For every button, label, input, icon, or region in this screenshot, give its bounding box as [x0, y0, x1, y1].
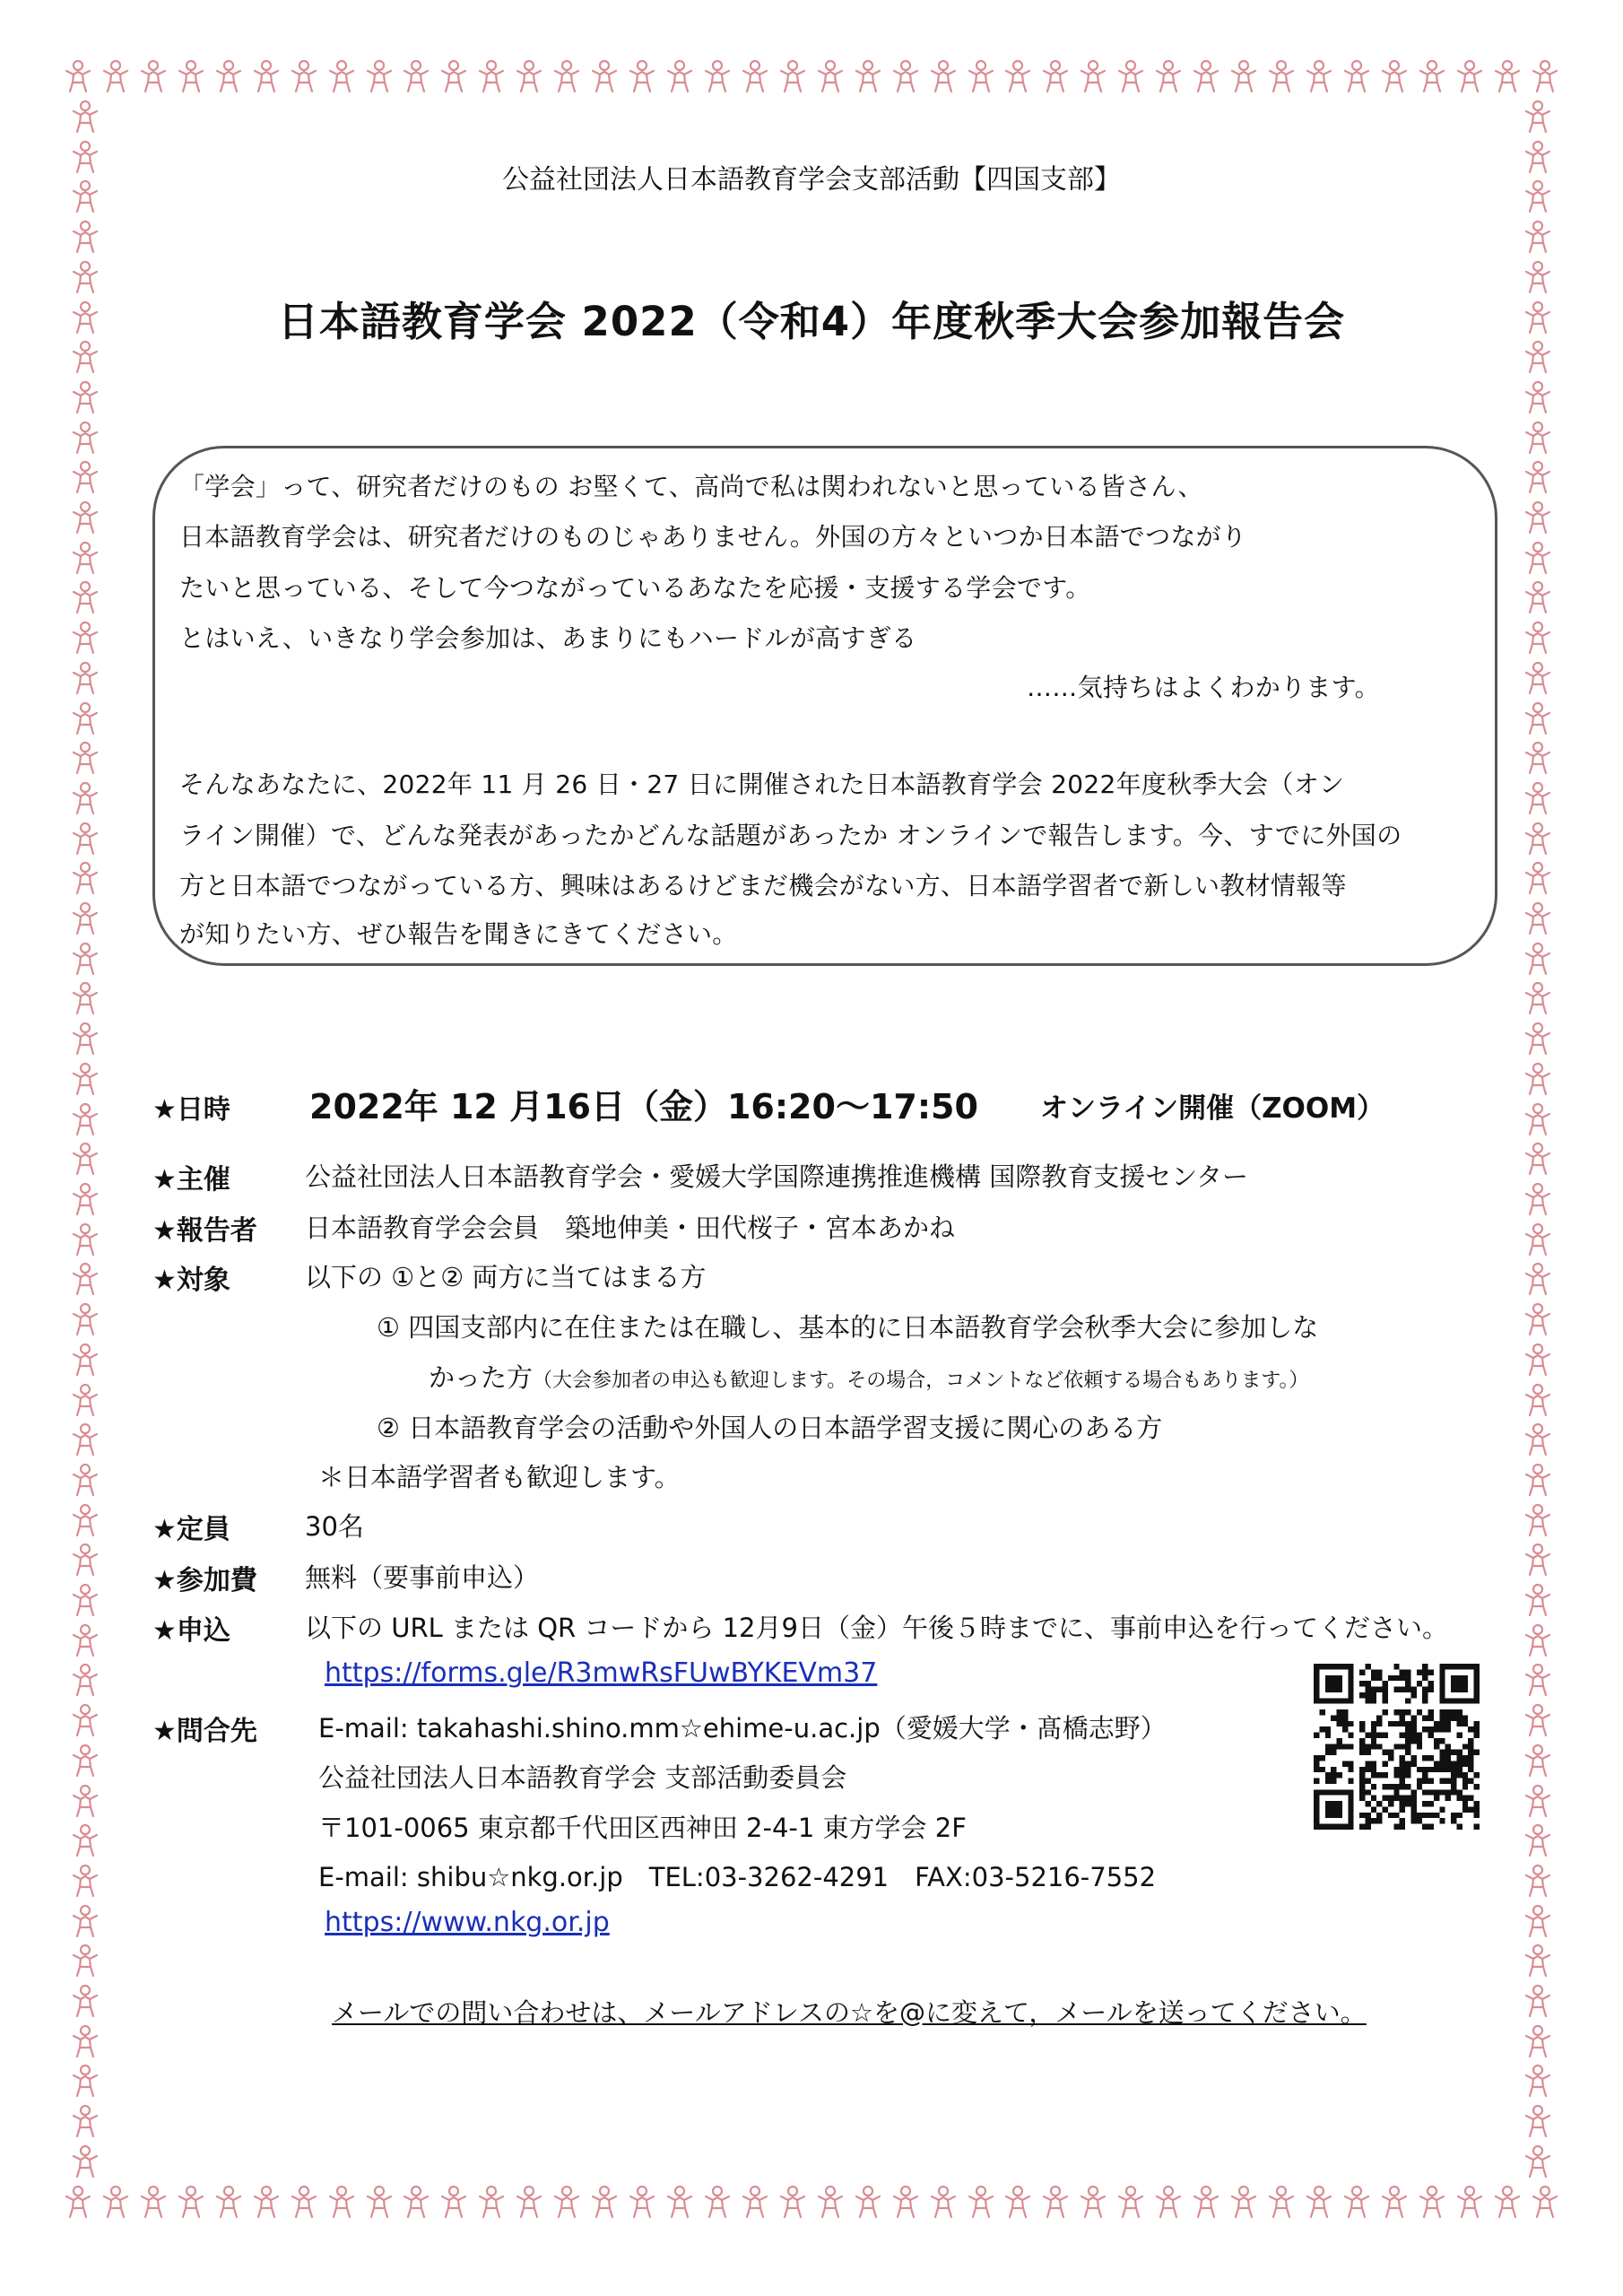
- person-motif-icon: [70, 860, 100, 896]
- person-motif-icon: [70, 459, 100, 495]
- person-motif-icon: [70, 740, 100, 776]
- person-motif-icon: [100, 2184, 131, 2220]
- person-motif-icon: [1523, 1863, 1553, 1899]
- person-motif-icon: [928, 2184, 959, 2220]
- person-motif-icon: [70, 980, 100, 1016]
- person-motif-icon: [1523, 1743, 1553, 1779]
- person-motif-icon: [401, 58, 431, 94]
- footer-note: メールでの問い合わせは、メールアドレスの☆を@に変えて，メールを送ってください。: [332, 1997, 1367, 2028]
- person-motif-icon: [70, 1542, 100, 1578]
- person-motif-icon: [1523, 1582, 1553, 1618]
- person-motif-icon: [1002, 2184, 1033, 2220]
- person-motif-icon: [70, 1181, 100, 1217]
- person-motif-icon: [1523, 1422, 1553, 1457]
- person-motif-icon: [1523, 579, 1553, 615]
- person-motif-icon: [70, 500, 100, 535]
- person-motif-icon: [364, 58, 395, 94]
- person-motif-icon: [966, 2184, 996, 2220]
- person-motif-icon: [70, 219, 100, 255]
- person-motif-icon: [70, 1582, 100, 1618]
- host-label: ★主催: [152, 1164, 230, 1196]
- person-motif-icon: [213, 58, 244, 94]
- person-motif-icon: [401, 2184, 431, 2220]
- person-motif-icon: [1523, 1261, 1553, 1297]
- person-motif-icon: [364, 2184, 395, 2220]
- reporters-label: ★報告者: [152, 1215, 257, 1247]
- target-item-1-line2: かった方: [429, 1362, 534, 1393]
- person-motif-icon: [589, 2184, 620, 2220]
- person-motif-icon: [1523, 1061, 1553, 1097]
- person-motif-icon: [1191, 58, 1221, 94]
- person-motif-icon: [70, 700, 100, 736]
- person-motif-icon: [1523, 900, 1553, 936]
- person-motif-icon: [1523, 459, 1553, 495]
- person-motif-icon: [176, 58, 206, 94]
- person-motif-icon: [853, 2184, 883, 2220]
- contact-email-1: E-mail: takahashi.shino.mm☆ehime-u.ac.jp（愛媛大学・髙橋志野）: [318, 1713, 1167, 1744]
- person-motif-icon: [70, 1983, 100, 2019]
- person-motif-icon: [70, 1462, 100, 1498]
- person-motif-icon: [1417, 2184, 1447, 2220]
- person-motif-icon: [70, 1301, 100, 1337]
- person-motif-icon: [70, 1822, 100, 1858]
- target-item-2: ② 日本語教育学会の活動や外国人の日本語学習支援に関心のある方: [377, 1413, 1163, 1443]
- person-motif-icon: [1523, 1622, 1553, 1658]
- intro-line: ライン開催）で、どんな発表があったかどんな話題があったか オンラインで報告します。今、すでに外国の: [179, 821, 1402, 850]
- person-motif-icon: [740, 58, 770, 94]
- capacity-value: 30名: [305, 1511, 364, 1542]
- fee-value: 無料（要事前申込）: [305, 1562, 540, 1593]
- person-motif-icon: [1523, 1783, 1553, 1819]
- person-motif-icon: [514, 2184, 544, 2220]
- person-motif-icon: [1153, 2184, 1184, 2220]
- person-motif-icon: [70, 2144, 100, 2179]
- person-motif-icon: [70, 2023, 100, 2059]
- reporters-value: 日本語教育学会会員 築地伸美・田代桜子・宮本あかね: [305, 1213, 956, 1243]
- person-motif-icon: [251, 2184, 282, 2220]
- person-motif-icon: [1523, 1702, 1553, 1738]
- person-motif-icon: [70, 821, 100, 857]
- person-motif-icon: [100, 58, 131, 94]
- person-motif-icon: [1379, 58, 1410, 94]
- person-motif-icon: [1228, 2184, 1259, 2220]
- person-motif-icon: [1191, 2184, 1221, 2220]
- person-motif-icon: [1523, 1101, 1553, 1137]
- person-motif-icon: [1040, 58, 1071, 94]
- person-motif-icon: [1523, 860, 1553, 896]
- decorative-border-right: [1515, 99, 1560, 2179]
- person-motif-icon: [1523, 1021, 1553, 1057]
- person-motif-icon: [627, 2184, 657, 2220]
- person-motif-icon: [815, 58, 846, 94]
- person-motif-icon: [1523, 219, 1553, 255]
- host-value: 公益社団法人日本語教育学会・愛媛大学国際連携推進機構 国際教育支援センター: [305, 1161, 1249, 1192]
- person-motif-icon: [777, 58, 808, 94]
- person-motif-icon: [1523, 1822, 1553, 1858]
- intro-line: たいと思っている、そして今つながっているあなたを応援・支援する学会です。: [179, 573, 1091, 603]
- person-motif-icon: [1523, 1662, 1553, 1698]
- person-motif-icon: [1523, 980, 1553, 1016]
- organization-line: 公益社団法人日本語教育学会支部活動【四国支部】: [502, 164, 1121, 196]
- person-motif-icon: [70, 579, 100, 615]
- person-motif-icon: [70, 1222, 100, 1257]
- learner-welcome-note: ＊日本語学習者も歓迎します。: [318, 1462, 681, 1492]
- person-motif-icon: [1523, 540, 1553, 576]
- person-motif-icon: [70, 1743, 100, 1779]
- person-motif-icon: [1523, 2144, 1553, 2179]
- person-motif-icon: [1523, 1502, 1553, 1538]
- person-motif-icon: [740, 2184, 770, 2220]
- person-motif-icon: [966, 58, 996, 94]
- person-motif-icon: [1523, 700, 1553, 736]
- person-motif-icon: [70, 1903, 100, 1939]
- date-label: ★日時: [152, 1094, 230, 1126]
- person-motif-icon: [1523, 1181, 1553, 1217]
- person-motif-icon: [1523, 1542, 1553, 1578]
- person-motif-icon: [1530, 58, 1560, 94]
- intro-line: が知りたい方、ぜひ報告を聞きにきてください。: [179, 919, 738, 949]
- qr-code[interactable]: [1314, 1664, 1480, 1830]
- person-motif-icon: [70, 1261, 100, 1297]
- person-motif-icon: [70, 1021, 100, 1057]
- decorative-border-top: [63, 54, 1560, 99]
- person-motif-icon: [1523, 1903, 1553, 1939]
- person-motif-icon: [1523, 941, 1553, 977]
- person-motif-icon: [627, 58, 657, 94]
- target-intro: 以下の ①と② 両方に当てはまる方: [305, 1262, 707, 1292]
- person-motif-icon: [289, 58, 319, 94]
- person-motif-icon: [138, 58, 169, 94]
- person-motif-icon: [551, 2184, 582, 2220]
- target-item-1-note: （大会参加者の申込も歓迎します。その場合，コメントなど依頼する場合もあります。）: [533, 1370, 1309, 1392]
- person-motif-icon: [1530, 2184, 1560, 2220]
- target-label: ★対象: [152, 1265, 230, 1296]
- person-motif-icon: [1523, 620, 1553, 656]
- date-value: 2022年 12 月16日（金）16:20～17:50: [309, 1087, 978, 1126]
- person-motif-icon: [1523, 1141, 1553, 1177]
- person-motif-icon: [70, 620, 100, 656]
- apply-label: ★申込: [152, 1615, 230, 1647]
- person-motif-icon: [1304, 2184, 1334, 2220]
- person-motif-icon: [664, 58, 695, 94]
- person-motif-icon: [70, 780, 100, 816]
- person-motif-icon: [702, 2184, 733, 2220]
- person-motif-icon: [70, 900, 100, 936]
- person-motif-icon: [1341, 2184, 1372, 2220]
- person-motif-icon: [1379, 2184, 1410, 2220]
- website-link[interactable]: https://www.nkg.or.jp: [325, 1907, 610, 1938]
- person-motif-icon: [70, 379, 100, 415]
- person-motif-icon: [326, 58, 357, 94]
- contact-label: ★問合先: [152, 1716, 257, 1747]
- person-motif-icon: [70, 1141, 100, 1177]
- person-motif-icon: [70, 1422, 100, 1457]
- person-motif-icon: [1523, 1342, 1553, 1378]
- person-motif-icon: [815, 2184, 846, 2220]
- person-motif-icon: [70, 2063, 100, 2099]
- person-motif-icon: [1078, 58, 1108, 94]
- person-motif-icon: [70, 660, 100, 696]
- event-mode: オンライン開催（ZOOM）: [1040, 1092, 1385, 1125]
- person-motif-icon: [70, 2103, 100, 2139]
- person-motif-icon: [70, 1101, 100, 1137]
- person-motif-icon: [853, 58, 883, 94]
- person-motif-icon: [70, 1863, 100, 1899]
- person-motif-icon: [1523, 1983, 1553, 2019]
- person-motif-icon: [70, 1061, 100, 1097]
- contact-email-2: E-mail: shibu☆nkg.or.jp TEL:03-3262-4291 FAX:03-5216-7552: [318, 1862, 1157, 1892]
- person-motif-icon: [1115, 2184, 1146, 2220]
- intro-line: とはいえ、いきなり学会参加は、あまりにもハードルが高すぎる: [179, 623, 917, 653]
- person-motif-icon: [1304, 58, 1334, 94]
- person-motif-icon: [476, 58, 507, 94]
- decorative-border-bottom: [63, 2179, 1560, 2224]
- person-motif-icon: [664, 2184, 695, 2220]
- person-motif-icon: [70, 1783, 100, 1819]
- person-motif-icon: [1492, 58, 1523, 94]
- person-motif-icon: [1115, 58, 1146, 94]
- person-motif-icon: [70, 1702, 100, 1738]
- person-motif-icon: [1523, 1301, 1553, 1337]
- person-motif-icon: [1078, 2184, 1108, 2220]
- person-motif-icon: [1153, 58, 1184, 94]
- person-motif-icon: [1492, 2184, 1523, 2220]
- person-motif-icon: [1523, 420, 1553, 456]
- person-motif-icon: [1523, 780, 1553, 816]
- person-motif-icon: [1523, 821, 1553, 857]
- person-motif-icon: [890, 2184, 921, 2220]
- contact-address: 〒101-0065 東京都千代田区西神田 2-4-1 東方学会 2F: [318, 1813, 967, 1843]
- person-motif-icon: [1523, 1222, 1553, 1257]
- intro-line: そんなあなたに、2022年 11 月 26 日・27 日に開催された日本語教育学会 2022年度秋季大会（オン: [179, 770, 1345, 799]
- person-motif-icon: [1523, 99, 1553, 135]
- target-item-1-cont: [429, 1358, 1309, 1395]
- person-motif-icon: [438, 58, 469, 94]
- person-motif-icon: [551, 58, 582, 94]
- target-item-1: ① 四国支部内に在住または在職し、基本的に日本語教育学会秋季大会に参加しな: [377, 1312, 1319, 1343]
- fee-label: ★参加費: [152, 1565, 257, 1596]
- person-motif-icon: [70, 1622, 100, 1658]
- person-motif-icon: [1454, 58, 1485, 94]
- person-motif-icon: [1417, 58, 1447, 94]
- person-motif-icon: [289, 2184, 319, 2220]
- person-motif-icon: [1040, 2184, 1071, 2220]
- person-motif-icon: [1266, 2184, 1297, 2220]
- person-motif-icon: [1228, 58, 1259, 94]
- person-motif-icon: [70, 1342, 100, 1378]
- person-motif-icon: [213, 2184, 244, 2220]
- person-motif-icon: [176, 2184, 206, 2220]
- person-motif-icon: [70, 420, 100, 456]
- person-motif-icon: [1523, 1382, 1553, 1418]
- person-motif-icon: [1523, 500, 1553, 535]
- person-motif-icon: [70, 941, 100, 977]
- person-motif-icon: [777, 2184, 808, 2220]
- person-motif-icon: [514, 58, 544, 94]
- person-motif-icon: [63, 2184, 93, 2220]
- intro-line: ……気持ちはよくわかります。: [1027, 673, 1380, 702]
- apply-value: 以下の URL または QR コードから 12月9日（金）午後５時までに、事前申込を行ってください。: [305, 1613, 1448, 1643]
- person-motif-icon: [1523, 1462, 1553, 1498]
- capacity-label: ★定員: [152, 1514, 230, 1545]
- person-motif-icon: [70, 99, 100, 135]
- person-motif-icon: [1523, 379, 1553, 415]
- page-title: 日本語教育学会 2022（令和4）年度秋季大会参加報告会: [277, 298, 1346, 345]
- contact-org: 公益社団法人日本語教育学会 支部活動委員会: [318, 1762, 847, 1793]
- decorative-border-left: [63, 99, 108, 2179]
- intro-line: 「学会」って、研究者だけのもの お堅くて、高尚で私は関われないと思っている皆さん、: [179, 472, 1203, 501]
- person-motif-icon: [1454, 2184, 1485, 2220]
- person-motif-icon: [70, 1502, 100, 1538]
- person-motif-icon: [251, 58, 282, 94]
- person-motif-icon: [138, 2184, 169, 2220]
- person-motif-icon: [63, 58, 93, 94]
- person-motif-icon: [70, 1382, 100, 1418]
- person-motif-icon: [1523, 660, 1553, 696]
- intro-line: 日本語教育学会は、研究者だけのものじゃありません。外国の方々といつか日本語でつながり: [179, 522, 1247, 552]
- person-motif-icon: [702, 58, 733, 94]
- intro-line: 方と日本語でつながっている方、興味はあるけどまだ機会がない方、日本語学習者で新しい教材情報等: [179, 871, 1347, 900]
- person-motif-icon: [1523, 1943, 1553, 1979]
- person-motif-icon: [1341, 58, 1372, 94]
- person-motif-icon: [476, 2184, 507, 2220]
- person-motif-icon: [1002, 58, 1033, 94]
- person-motif-icon: [70, 1662, 100, 1698]
- person-motif-icon: [1523, 740, 1553, 776]
- person-motif-icon: [1266, 58, 1297, 94]
- person-motif-icon: [928, 58, 959, 94]
- person-motif-icon: [890, 58, 921, 94]
- person-motif-icon: [70, 540, 100, 576]
- person-motif-icon: [1523, 2063, 1553, 2099]
- person-motif-icon: [589, 58, 620, 94]
- person-motif-icon: [438, 2184, 469, 2220]
- person-motif-icon: [1523, 2103, 1553, 2139]
- person-motif-icon: [1523, 2023, 1553, 2059]
- person-motif-icon: [326, 2184, 357, 2220]
- person-motif-icon: [70, 1943, 100, 1979]
- application-form-link[interactable]: https://forms.gle/R3mwRsFUwBYKEVm37: [325, 1657, 878, 1689]
